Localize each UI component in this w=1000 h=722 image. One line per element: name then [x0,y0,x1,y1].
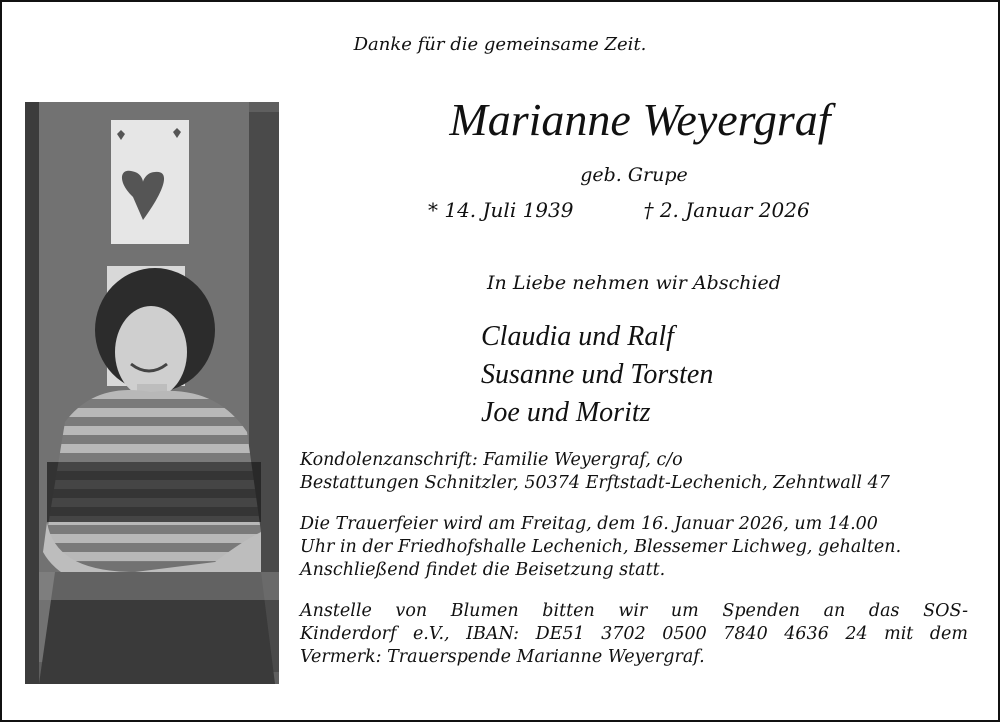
mourners-list [481,318,713,432]
donation-line: Kinderdorf e.V., IBAN: DE51 3702 0500 7840 4636 24 mit dem [300,624,968,644]
death-date: † 2. Januar 2026 [643,198,810,222]
life-dates [428,198,810,222]
donation-line: Anstelle von Blumen bitten wir um Spenden an das SOS- [300,601,968,621]
deceased-name: Marianne Weyergraf [449,94,831,145]
condolence-address [300,449,968,495]
donation-line: Vermerk: Trauerspende Marianne Weyergraf. [300,647,705,667]
portrait-illustration [25,102,279,684]
birth-date: * 14. Juli 1939 [428,198,574,222]
service-line: Uhr in der Friedhofshalle Lechenich, Blessemer Lichweg, gehalten. [300,537,902,557]
condolence-line: Bestattungen Schnitzler, 50374 Erftstadt-Lechenich, Zehntwall 47 [300,473,890,493]
mourner: Susanne und Torsten [481,359,714,390]
birth-name: geb. Grupe [580,164,688,186]
service-line: Die Trauerfeier wird am Freitag, dem 16. Januar 2026, um 14.00 [300,514,878,534]
mourner: Claudia und Ralf [481,321,674,352]
condolence-line: Kondolenzanschrift: Familie Weyergraf, c/o [300,450,683,470]
service-line: Anschließend findet die Beisetzung statt. [300,560,666,580]
funeral-service-info [300,513,968,582]
donation-request [300,600,968,669]
farewell-line: In Liebe nehmen wir Abschied [487,272,781,294]
motto: Danke für die gemeinsame Zeit. [353,34,647,55]
mourner: Joe und Moritz [481,397,651,428]
portrait-photo [25,102,279,684]
